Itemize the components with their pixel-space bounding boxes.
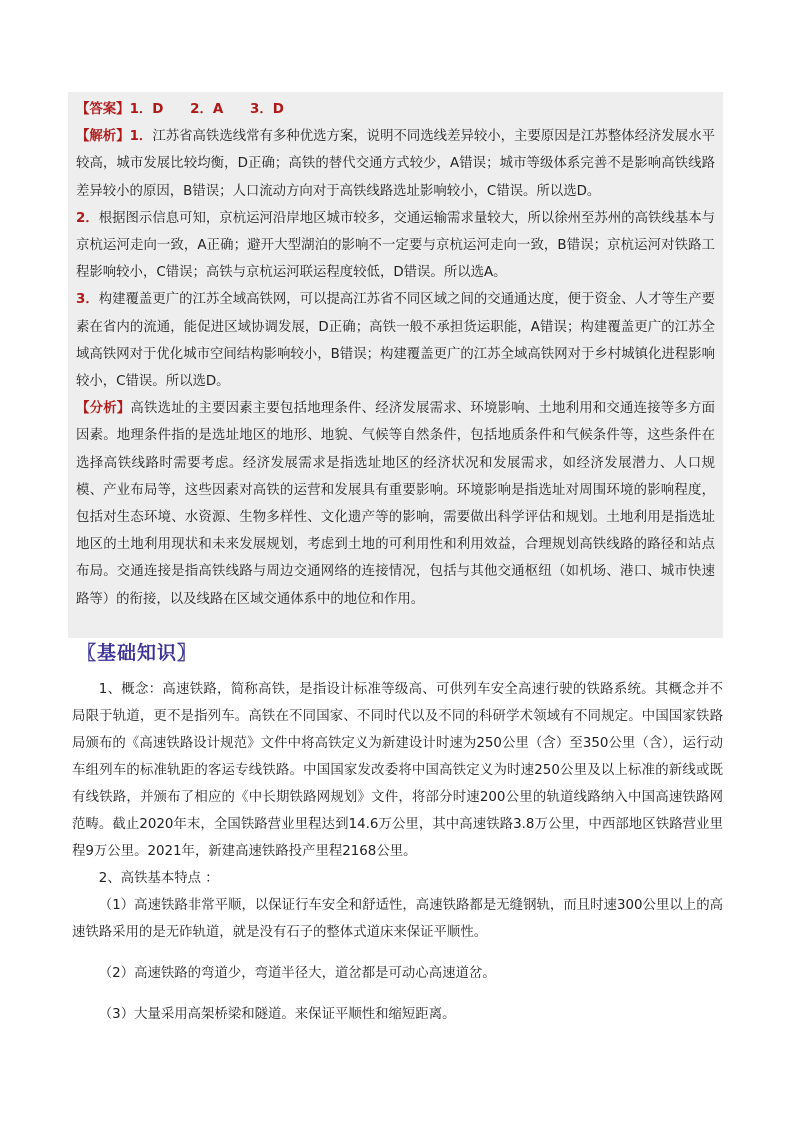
fenxi-paragraph: [76, 395, 715, 613]
knowledge-body: [72, 676, 723, 1028]
knowledge-feature-3: （3）大量采用高架桥梁和隧道。来保证平顺性和缩短距离。: [98, 1007, 456, 1022]
analysis-q2: [76, 205, 715, 287]
q2-number: 2．: [76, 210, 99, 226]
answer-label: 【答案】: [76, 102, 130, 117]
analysis-q1: [76, 123, 715, 205]
section-title: 〖基础知识〗: [77, 642, 198, 664]
answer-analysis-box: [68, 92, 723, 638]
knowledge-concept: 1、概念：高速铁路，简称高铁，是指设计标准等级高、可供列车安全高速行驶的铁路系统。其概念并不局限于轨道，更不是指列车。高铁在不同国家、不同时代以及不同的科研学术领域有不同规定。中国国家铁路局颁布的《高速铁路设计规范》文件中将高铁定义为新建设计时速为250公里（含）至350公里（含），运行动车组列车的标准轨距的客运专线铁路。中国国家发改委将中国高铁定义为时速250公里及以上标准的新线或既有线铁路，并颁布了相应的《中长期铁路网规划》文件，将部分时速200公里的轨道线路纳入中国高速铁路网范畴。截止2020年末，全国铁路营业里程达到14.6万公里，其中高速铁路3.8万公里，中西部地区铁路营业里程9万公里。2021年，新建高速铁路投产里程2168公里。: [72, 682, 723, 859]
fenxi-label: 【分析】: [76, 401, 131, 417]
answer-text: 1．D 2．A 3．D: [129, 102, 284, 117]
answer-line: [76, 96, 715, 123]
analysis-q3: [76, 286, 715, 395]
q2-text: 根据图示信息可知，京杭运河沿岸地区城市较多，交通运输需求量较大，所以徐州至苏州的高铁线基本与京杭运河走向一致，A正确；避开大型湖泊的影响不一定要与京杭运河走向一致，B错误；京杭运河对铁路工程影响较小，C错误；高铁与京杭运河联运程度较低，D错误。所以选A。: [76, 210, 715, 281]
knowledge-features-heading: 2、高铁基本特点 ：: [98, 871, 219, 886]
q3-number: 3．: [76, 292, 99, 308]
q3-text: 构建覆盖更广的江苏全域高铁网，可以提高江苏省不同区域之间的交通通达度，便于资金、人才等生产要素在省内的流通，能促进区域协调发展，D正确；高铁一般不承担货运职能，A错误；构建覆盖更广的江苏全域高铁网对于优化城市空间结构影响较小，B错误；构建覆盖更广的江苏全域高铁网对于乡村城镇化进程影响较小，C错误。所以选D。: [76, 292, 715, 390]
q1-text: 江苏省高铁选线常有多种优选方案，说明不同选线差异较小，主要原因是江苏整体经济发展水平较高，城市发展比较均衡，D正确；高铁的替代交通方式较少，A错误；城市等级体系完善不是影响高铁线路差异较小的原因，B错误；人口流动方向对于高铁线路选址影响较小，C错误。所以选D。: [76, 129, 716, 199]
fenxi-text: 高铁选址的主要因素主要包括地理条件、经济发展需求、环境影响、土地利用和交通连接等多方面因素。地理条件指的是选址地区的地形、地貌、气候等自然条件，包括地质条件和气候条件等，这些条件在选择高铁线路时需要考虑。经济发展需求是指选址地区的经济状况和发展需求，如经济发展潜力、人口规模、产业布局等，这些因素对高铁的运营和发展具有重要影响。环境影响是指选址对周围环境的影响程度，包括对生态环境、水资源、生物多样性、文化遗产等的影响，需要做出科学评估和规划。土地利用是指选址地区的土地利用现状和未来发展规划，考虑到土地的可利用性和利用效益，合理规划高铁线路的路径和站点布局。交通连接是指高铁线路与周边交通网络的连接情况，包括与其他交通枢纽（如机场、港口、城市快速路等）的衔接，以及线路在区域交通体系中的地位和作用。: [76, 401, 716, 607]
analysis-label: 【解析】: [76, 129, 130, 145]
knowledge-feature-1: （1）高速铁路非常平顺，以保证行车安全和舒适性，高速铁路都是无缝钢轨，而且时速300公里以上的高速铁路采用的是无砟轨道，就是没有石子的整体式道床来保证平顺性。: [72, 898, 723, 940]
knowledge-feature-2: （2）高速铁路的弯道少，弯道半径大，道岔都是可动心高速道岔。: [98, 966, 496, 981]
q1-number: 1．: [129, 129, 153, 145]
